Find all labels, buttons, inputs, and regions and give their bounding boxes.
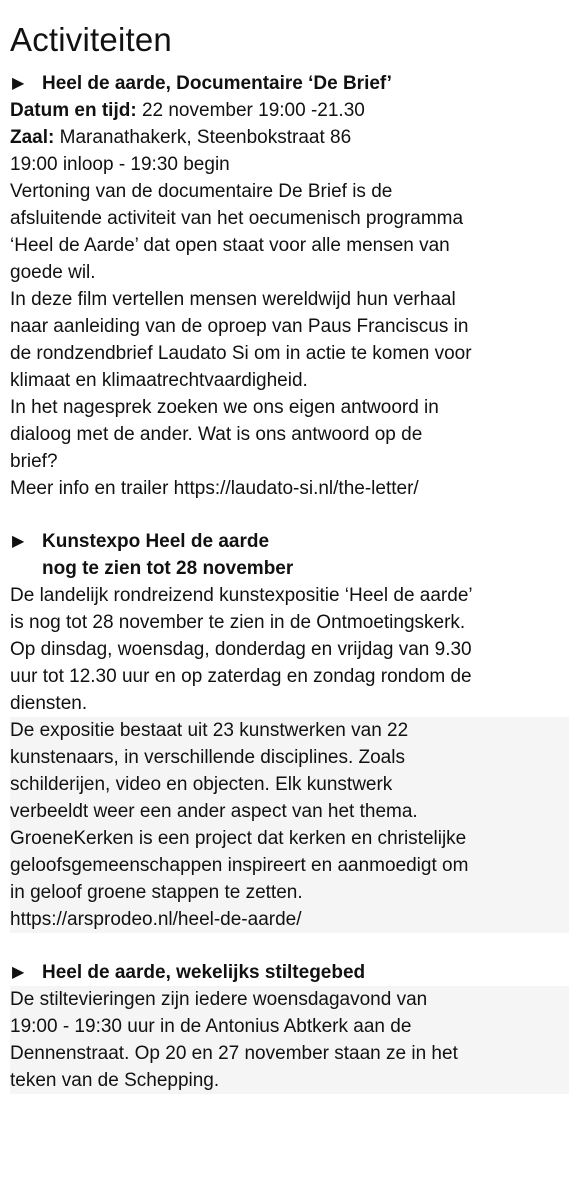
body-line: In deze film vertellen mensen wereldwijd hun verhaal <box>10 289 456 310</box>
body-line: geloofsgemeenschappen inspireert en aanmoedigt om <box>10 855 469 876</box>
body-line: de rondzendbrief Laudato Si om in actie te komen voor <box>10 343 472 364</box>
body-line: 19:00 - 19:30 uur in de Antonius Abtkerk aan de <box>10 1016 412 1037</box>
event-title: Heel de aarde, wekelijks stiltegebed <box>42 962 366 983</box>
body-line: De stiltevieringen zijn iedere woensdagavond van <box>10 989 428 1010</box>
body-line: Vertoning van de documentaire De Brief is de <box>10 181 393 202</box>
event-heading <box>10 959 569 986</box>
event-title: Heel de aarde, Documentaire ‘De Brief’ <box>42 73 392 94</box>
body-line: verbeeldt weer een ander aspect van het thema. <box>10 801 418 822</box>
body-line: Op dinsdag, woensdag, donderdag en vrijdag van 9.30 <box>10 639 472 660</box>
datetime-label: Datum en tijd: <box>10 100 137 121</box>
body-line: diensten. <box>10 693 88 714</box>
event-venue <box>10 124 569 151</box>
event-heading <box>10 70 569 97</box>
body-line: uur tot 12.30 uur en op zaterdag en zondag rondom de <box>10 666 472 687</box>
info-link-line: Meer info en trailer https://laudato-si.nl/the-letter/ <box>10 478 419 499</box>
body-line: GroeneKerken is een project dat kerken en christelijke <box>10 828 467 849</box>
body-line: klimaat en klimaatrechtvaardigheid. <box>10 370 308 391</box>
highlighted-block <box>10 717 569 933</box>
body-line: In het nagesprek zoeken we ons eigen antwoord in <box>10 397 439 418</box>
body-line: kunstenaars, in verschillende disciplines. Zoals <box>10 747 405 768</box>
body-line: goede wil. <box>10 262 96 283</box>
body-line: De landelijk rondreizend kunstexpositie ‘Heel de aarde’ <box>10 585 473 606</box>
play-triangle-icon: ▶ <box>12 75 25 92</box>
body-line: Dennenstraat. Op 20 en 27 november staan ze in het <box>10 1043 458 1064</box>
body-line: 19:00 inloop - 19:30 begin <box>10 154 230 175</box>
play-triangle-icon: ▶ <box>12 533 25 550</box>
event-subtitle: nog te zien tot 28 november <box>42 558 294 579</box>
body-line: dialoog met de ander. Wat is ons antwoord op de <box>10 424 423 445</box>
highlighted-block <box>10 986 569 1094</box>
page-title: Activiteiten <box>10 21 172 58</box>
play-triangle-icon: ▶ <box>12 964 25 981</box>
body-line: ‘Heel de Aarde’ dat open staat voor alle mensen van <box>10 235 450 256</box>
venue-value: Maranathakerk, Steenbokstraat 86 <box>54 127 352 148</box>
event-heading <box>10 528 569 582</box>
venue-label: Zaal: <box>10 127 55 148</box>
event-art-expo <box>10 528 569 933</box>
event-silent-prayer <box>10 959 569 1094</box>
body-line: is nog tot 28 november te zien in de Ontmoetingskerk. <box>10 612 466 633</box>
body-line: De expositie bestaat uit 23 kunstwerken van 22 <box>10 720 409 741</box>
body-line: schilderijen, video en objecten. Elk kunstwerk <box>10 774 393 795</box>
body-line: afsluitende activiteit van het oecumenisch programma <box>10 208 464 229</box>
body-line: naar aanleiding van de oproep van Paus Franciscus in <box>10 316 469 337</box>
event-documentary <box>10 70 569 502</box>
event-title: Kunstexpo Heel de aarde <box>42 531 270 552</box>
info-link-line: https://arsprodeo.nl/heel-de-aarde/ <box>10 909 302 930</box>
body-line: brief? <box>10 451 58 472</box>
body-line: in geloof groene stappen te zetten. <box>10 882 303 903</box>
event-datetime <box>10 97 569 124</box>
datetime-value: 22 november 19:00 -21.30 <box>136 100 365 121</box>
body-line: teken van de Schepping. <box>10 1070 220 1091</box>
